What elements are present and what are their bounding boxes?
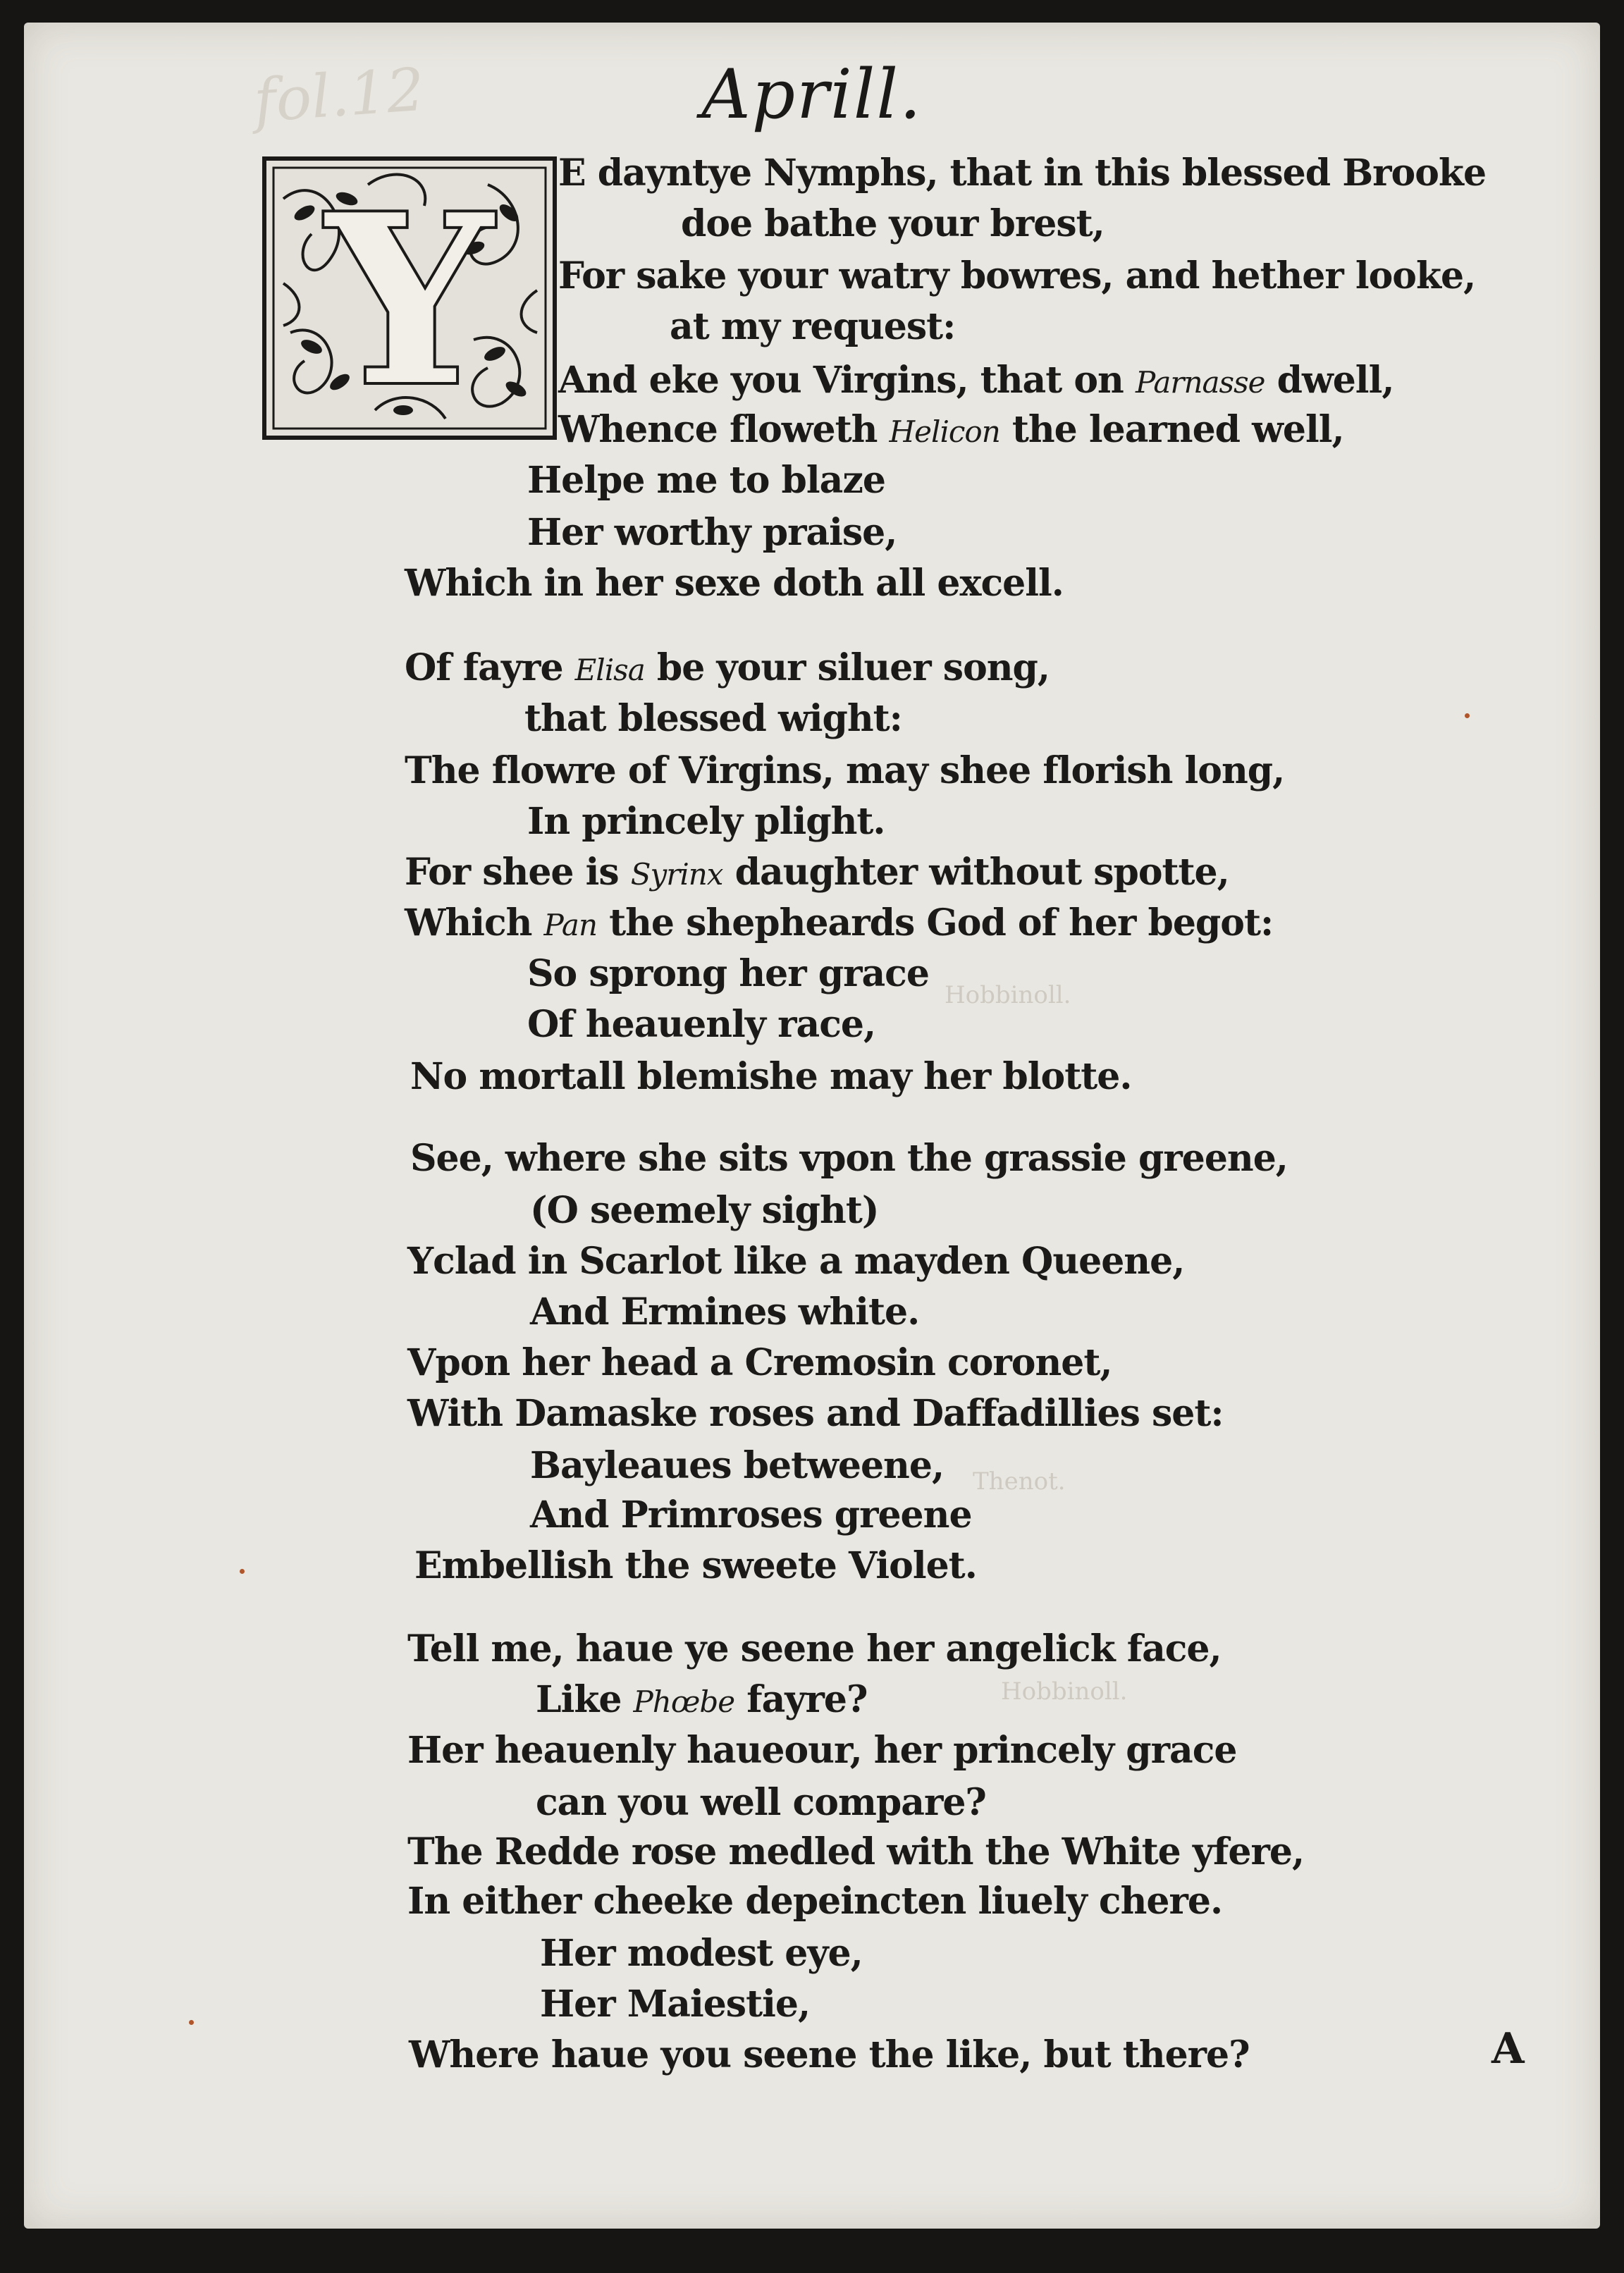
verse-line: Bayleaues betweene, (530, 1444, 945, 1487)
show-through-name: Hobbinoll. (945, 981, 1071, 1009)
verse-line: Helpe me to blaze (527, 459, 885, 502)
verse-line: Which Pan the shepheards God of her begot: (405, 901, 1274, 944)
verse-line: And eke you Virgins, that on Parnasse dwell, (558, 359, 1394, 402)
verse-line: can you well compare? (536, 1781, 986, 1824)
decorated-initial (262, 156, 557, 440)
verse-line: (O seemely sight) (530, 1189, 879, 1232)
show-through-name: Hobbinoll. (1001, 1677, 1128, 1706)
verse-line: that blessed wight: (524, 697, 902, 740)
verse-line: Her worthy praise, (527, 511, 897, 554)
folio-note: fol.12 (251, 54, 427, 136)
verse-line: doe bathe your brest, (681, 202, 1105, 245)
verse-line: Whence floweth Helicon the learned well, (558, 408, 1344, 451)
verse-line: With Damaske roses and Daffadillies set: (407, 1392, 1224, 1435)
verse-line: Of fayre Elisa be your siluer song, (405, 646, 1050, 689)
verse-line: E dayntye Nymphs, that in this blessed Brooke (558, 152, 1487, 195)
verse-line: Where haue you seene the like, but there? (409, 2033, 1250, 2076)
verse-line: And Primroses greene (530, 1493, 972, 1536)
verse-line: Her heauenly haueour, her princely grace (407, 1729, 1237, 1772)
verse-line: Tell me, haue ye seene her angelick face, (407, 1627, 1222, 1670)
show-through-name: Thenot. (973, 1467, 1066, 1496)
initial-letter: Y (326, 164, 493, 437)
verse-line: For shee is Syrinx daughter without spotte, (405, 851, 1229, 894)
verse-line: See, where she sits vpon the grassie greene, (410, 1137, 1288, 1180)
verse-line: And Ermines white. (530, 1291, 920, 1333)
verse-line: Embellish the sweete Violet. (414, 1544, 977, 1587)
verse-line: Of heauenly race, (527, 1003, 876, 1046)
verse-line: Yclad in Scarlot like a mayden Queene, (407, 1240, 1185, 1283)
verse-line: Which in her sexe doth all excell. (405, 562, 1064, 605)
verse-line: Vpon her head a Cremosin coronet, (407, 1341, 1112, 1384)
verse-line: at my request: (670, 305, 956, 348)
paper-speck (240, 1569, 245, 1574)
verse-line: Like Phœbe fayre? (536, 1678, 868, 1721)
verse-line: The flowre of Virgins, may shee florish long, (405, 749, 1285, 792)
page-title: Aprill. (701, 55, 923, 134)
verse-line: No mortall blemishe may her blotte. (410, 1055, 1132, 1098)
verse-line: In princely plight. (527, 800, 885, 843)
paper-speck (1465, 713, 1470, 718)
signature-mark: A (1491, 2024, 1525, 2074)
verse-line: Her modest eye, (540, 1932, 863, 1975)
verse-line: For sake your watry bowres, and hether looke, (558, 254, 1476, 297)
woodcut-initial-icon (262, 156, 557, 440)
verse-line: Her Maiestie, (540, 1983, 811, 2026)
verse-line: In either cheeke depeincten liuely chere. (407, 1880, 1223, 1923)
verse-line: The Redde rose medled with the White yfere, (407, 1830, 1305, 1873)
paper-speck (189, 2020, 194, 2025)
verse-line: So sprong her grace (527, 952, 929, 995)
